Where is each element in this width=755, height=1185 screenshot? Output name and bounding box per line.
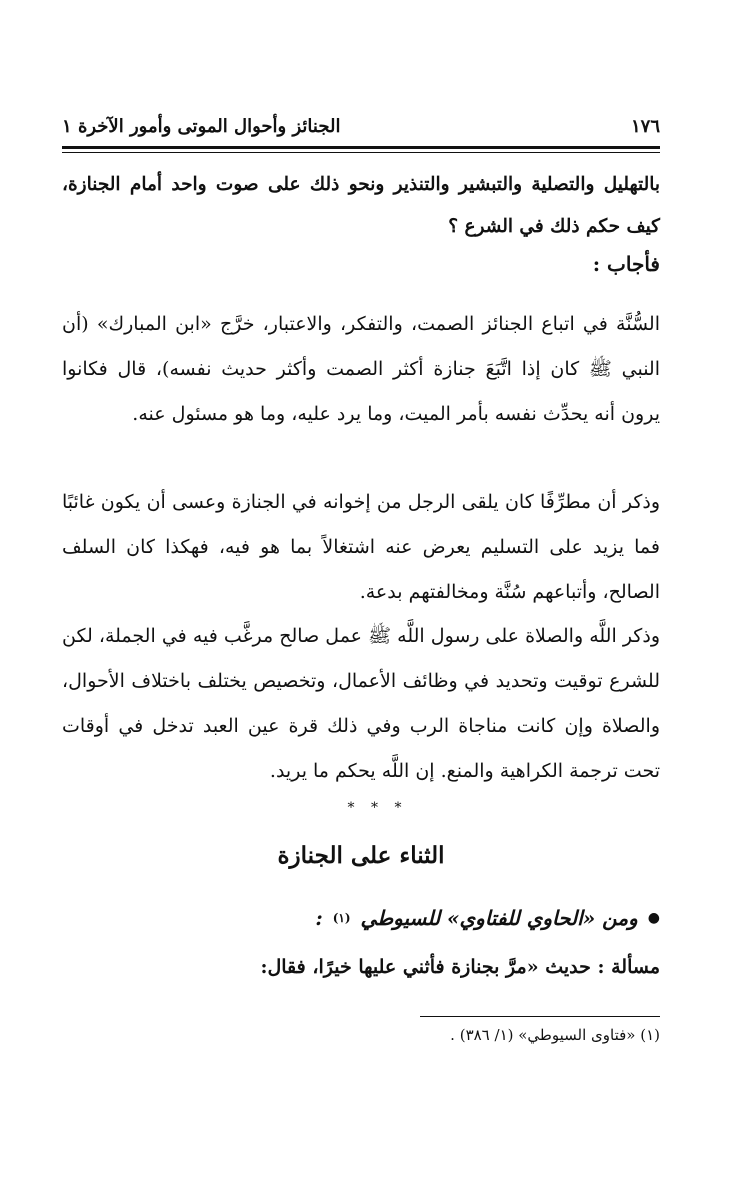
bullet-icon: ● — [647, 910, 660, 926]
question-block — [62, 164, 660, 248]
question-text: بالتهليل والتصلية والتبشير والتنذير ونحو ذلك على صوت واحد أمام الجنازة، كيف حكم ذلك في الشرع ؟ — [62, 174, 660, 237]
paragraph-text: وذكر أن مطرِّفًا كان يلقى الرجل من إخوانه في الجنازة وعسى أن يكون غائبًا فما يزيد على التسليم يعرض عنه اشتغالاً بما هو فيه، فهكذا كان السلف الصالح، وأتباعهم سُنَّة ومخالفتهم بدعة. — [62, 491, 660, 603]
footnote-rule — [420, 1016, 660, 1017]
footnote: (١) «فتاوى السيوطي» (١/ ٣٨٦) . — [450, 1026, 660, 1044]
answer-paragraph-1 — [62, 302, 660, 437]
source-colon: : — [315, 906, 323, 930]
answer-paragraph-2 — [62, 480, 660, 615]
source-text: ومن «الحاوي للفتاوي» للسيوطي — [360, 906, 638, 930]
source-line — [62, 906, 660, 930]
issue-line: مسألة : حديث «مرَّ بجنازة فأثني عليها خيرًا، فقال: — [260, 956, 660, 978]
page-header — [62, 106, 660, 146]
section-heading: الثناء على الجنازة — [277, 842, 445, 869]
header-rule-thin — [62, 152, 660, 153]
answer-paragraph-3 — [62, 614, 660, 794]
answer-label: فأجاب : — [592, 252, 660, 276]
paragraph-text: وذكر اللَّه والصلاة على رسول اللَّه ﷺ عمل صالح مرغَّب فيه في الجملة، لكن للشرع توقيت وتحديد في وظائف الأعمال، وتخصيص يختلف باختلاف الأحوال، والصلاة وإن كانت مناجاة الرب وفي ذلك قرة عين العبد تدخل في أوقات تحت ترجمة الكراهية والمنع. إن اللَّه يحكم ما يريد. — [62, 625, 660, 782]
running-title: الجنائز وأحوال الموتى وأمور الآخرة ١ — [62, 115, 341, 137]
footnote-marker: (١) — [332, 911, 351, 925]
section-separator: * * * — [347, 800, 408, 816]
page-number: ١٧٦ — [630, 115, 660, 137]
paragraph-text: السُّنَّة في اتباع الجنائز الصمت، والتفكر، والاعتبار، خرَّج «ابن المبارك» (أن النبي ﷺ كان إذا اتَّبَعَ جنازة أكثر الصمت وأكثر حديث نفسه)، قال فكانوا يرون أنه يحدِّث نفسه بأمر الميت، وما يرد عليه، وما هو مسئول عنه. — [62, 313, 660, 425]
header-rule-thick — [62, 146, 660, 149]
